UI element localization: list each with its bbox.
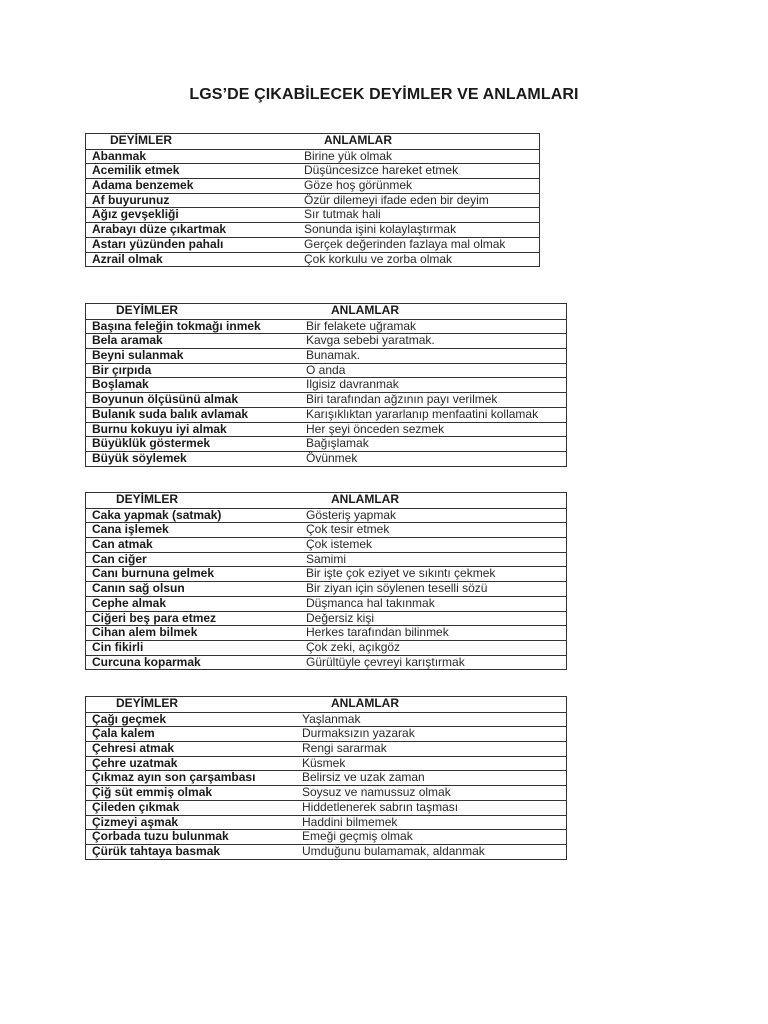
idiom-cell: Çehresi atmak <box>92 741 175 756</box>
idiom-cell: Can ciğer <box>92 551 147 566</box>
table-row <box>86 800 566 815</box>
table-row <box>86 712 566 727</box>
meaning-cell: Sonunda işini kolaylaştırmak <box>304 222 457 237</box>
idiom-cell: Caka yapmak (satmak) <box>92 507 222 522</box>
table-row <box>86 407 566 422</box>
idiom-cell: Cihan alem bilmek <box>92 625 198 640</box>
meaning-cell: Değersiz kişi <box>306 610 375 625</box>
table-row <box>86 319 566 334</box>
idiom-cell: Curcuna koparmak <box>92 654 201 669</box>
table-header-row <box>86 304 566 319</box>
idiom-cell: Cana işlemek <box>92 522 169 537</box>
table-row <box>86 149 539 164</box>
table-row <box>86 552 566 567</box>
meaning-cell: Yaşlanmak <box>302 711 361 726</box>
table-row <box>86 333 566 348</box>
table-row <box>86 508 566 523</box>
idiom-cell: Boyunun ölçüsünü almak <box>92 392 239 407</box>
table-row <box>86 348 566 363</box>
idiom-cell: Ciğeri beş para etmez <box>92 610 217 625</box>
table-row <box>86 596 566 611</box>
table-row <box>86 741 566 756</box>
table-row <box>86 844 566 859</box>
idiom-cell: Çiğ süt emmiş olmak <box>92 785 213 800</box>
table-row <box>86 522 566 537</box>
meaning-cell: O anda <box>306 362 346 377</box>
table-row <box>86 163 539 178</box>
table-row <box>86 756 566 771</box>
table-row <box>86 363 566 378</box>
idiom-cell: Büyüklük göstermek <box>92 436 211 451</box>
meaning-cell: Samimi <box>306 551 347 566</box>
meaning-cell: Düşmanca hal takınmak <box>306 595 435 610</box>
table-row <box>86 237 539 252</box>
idiom-cell: Azrail olmak <box>92 251 163 266</box>
table-row <box>86 178 539 193</box>
meaning-cell: Umduğunu bulamamak, aldanmak <box>302 843 485 858</box>
table-row <box>86 611 566 626</box>
table-row <box>86 581 566 596</box>
meaning-cell: Gürültüyle çevreyi karıştırmak <box>306 654 465 669</box>
idiom-cell: Adama benzemek <box>92 178 194 193</box>
idiom-cell: Bir çırpıda <box>92 362 152 377</box>
table-row <box>86 815 566 830</box>
table-row <box>86 392 566 407</box>
idioms-table-a <box>85 133 540 267</box>
meaning-cell: Bir işte çok eziyet ve sıkıntı çekmek <box>306 566 496 581</box>
idiom-cell: Büyük söylemek <box>92 450 187 465</box>
table-header-row <box>86 697 566 712</box>
idiom-cell: Canı burnuna gelmek <box>92 566 215 581</box>
table-row <box>86 640 566 655</box>
meaning-cell: Sır tutmak hali <box>304 207 381 222</box>
meaning-cell: Övünmek <box>306 450 358 465</box>
page-title: LGS’DE ÇIKABİLECEK DEYİMLER VE ANLAMLARI <box>189 86 579 103</box>
table-header-row <box>86 134 539 149</box>
meaning-cell: Düşüncesizce hareket etmek <box>304 163 459 178</box>
table-row <box>86 222 539 237</box>
table-row <box>86 726 566 741</box>
column-header-idioms: DEYİMLER <box>110 133 173 147</box>
meaning-cell: Belirsiz ve uzak zaman <box>302 770 425 785</box>
table-row <box>86 785 566 800</box>
idioms-table-c <box>85 492 567 670</box>
table-header-row <box>86 493 566 508</box>
idiom-cell: Çehre uzatmak <box>92 755 178 770</box>
idiom-cell: Astarı yüzünden pahalı <box>92 236 224 251</box>
column-header-idioms: DEYİMLER <box>116 303 179 317</box>
meaning-cell: Ilgisiz davranmak <box>306 377 399 392</box>
idiom-cell: Can atmak <box>92 537 153 552</box>
meaning-cell: Göze hoş görünmek <box>304 178 413 193</box>
column-header-meanings: ANLAMLAR <box>331 492 399 506</box>
idiom-cell: Çıkmaz ayın son çarşambası <box>92 770 256 785</box>
idiom-cell: Boşlamak <box>92 377 149 392</box>
meaning-cell: Bunamak. <box>306 348 361 363</box>
table-row <box>86 566 566 581</box>
idiom-cell: Başına feleğin tokmağı inmek <box>92 318 261 333</box>
table-row <box>86 625 566 640</box>
meaning-cell: Küsmek <box>302 755 346 770</box>
column-header-idioms: DEYİMLER <box>116 696 179 710</box>
idiom-cell: Beyni sulanmak <box>92 348 184 363</box>
table-row <box>86 422 566 437</box>
meaning-cell: Özür dilemeyi ifade eden bir deyim <box>304 192 489 207</box>
table-row <box>86 537 566 552</box>
idiom-cell: Çala kalem <box>92 726 155 741</box>
table-row <box>86 207 539 222</box>
idiom-cell: Cin fikirli <box>92 639 144 654</box>
table-row <box>86 770 566 785</box>
idioms-table-cedilla <box>85 696 567 860</box>
column-header-meanings: ANLAMLAR <box>331 303 399 317</box>
meaning-cell: Gösteriş yapmak <box>306 507 397 522</box>
idiom-cell: Cephe almak <box>92 595 167 610</box>
idiom-cell: Bulanık suda balık avlamak <box>92 406 249 421</box>
idiom-cell: Abanmak <box>92 148 147 163</box>
meaning-cell: Çok zeki, açıkgöz <box>306 639 401 654</box>
meaning-cell: Biri tarafından ağzının payı verilmek <box>306 392 498 407</box>
meaning-cell: Çok korkulu ve zorba olmak <box>304 251 453 266</box>
meaning-cell: Soysuz ve namussuz olmak <box>302 785 451 800</box>
meaning-cell: Emeği geçmiş olmak <box>302 829 413 844</box>
meaning-cell: Birine yük olmak <box>304 148 393 163</box>
idiom-cell: Af buyurunuz <box>92 192 170 207</box>
column-header-meanings: ANLAMLAR <box>324 133 392 147</box>
meaning-cell: Bir felakete uğramak <box>306 318 417 333</box>
table-row <box>86 436 566 451</box>
table-row <box>86 655 566 670</box>
table-row <box>86 377 566 392</box>
meaning-cell: Hiddetlenerek sabrın taşması <box>302 799 459 814</box>
meaning-cell: Çok tesir etmek <box>306 522 390 537</box>
table-row <box>86 451 566 466</box>
table-row <box>86 193 539 208</box>
meaning-cell: Rengi sararmak <box>302 741 387 756</box>
meaning-cell: Her şeyi önceden sezmek <box>306 421 445 436</box>
meaning-cell: Durmaksızın yazarak <box>302 726 415 741</box>
meaning-cell: Çok istemek <box>306 537 373 552</box>
meaning-cell: Bir ziyan için söylenen teselli sözü <box>306 581 488 596</box>
meaning-cell: Herkes tarafından bilinmek <box>306 625 449 640</box>
meaning-cell: Haddini bilmemek <box>302 814 398 829</box>
idiom-cell: Çizmeyi aşmak <box>92 814 179 829</box>
table-row <box>86 829 566 844</box>
meaning-cell: Karışıklıktan yararlanıp menfaatini kollamak <box>306 406 539 421</box>
table-row <box>86 252 539 267</box>
meaning-cell: Gerçek değerinden fazlaya mal olmak <box>304 236 506 251</box>
idiom-cell: Çorbada tuzu bulunmak <box>92 829 229 844</box>
idiom-cell: Arabayı düze çıkartmak <box>92 222 227 237</box>
idiom-cell: Burnu kokuyu iyi almak <box>92 421 227 436</box>
idiom-cell: Çağı geçmek <box>92 711 167 726</box>
meaning-cell: Kavga sebebi yaratmak. <box>306 333 435 348</box>
idiom-cell: Canın sağ olsun <box>92 581 185 596</box>
idiom-cell: Bela aramak <box>92 333 163 348</box>
idiom-cell: Acemilik etmek <box>92 163 180 178</box>
column-header-meanings: ANLAMLAR <box>331 696 399 710</box>
idiom-cell: Çileden çıkmak <box>92 799 180 814</box>
column-header-idioms: DEYİMLER <box>116 492 179 506</box>
idiom-cell: Ağız gevşekliği <box>92 207 179 222</box>
idiom-cell: Çürük tahtaya basmak <box>92 843 221 858</box>
idioms-table-b <box>85 303 567 467</box>
meaning-cell: Bağışlamak <box>306 436 369 451</box>
